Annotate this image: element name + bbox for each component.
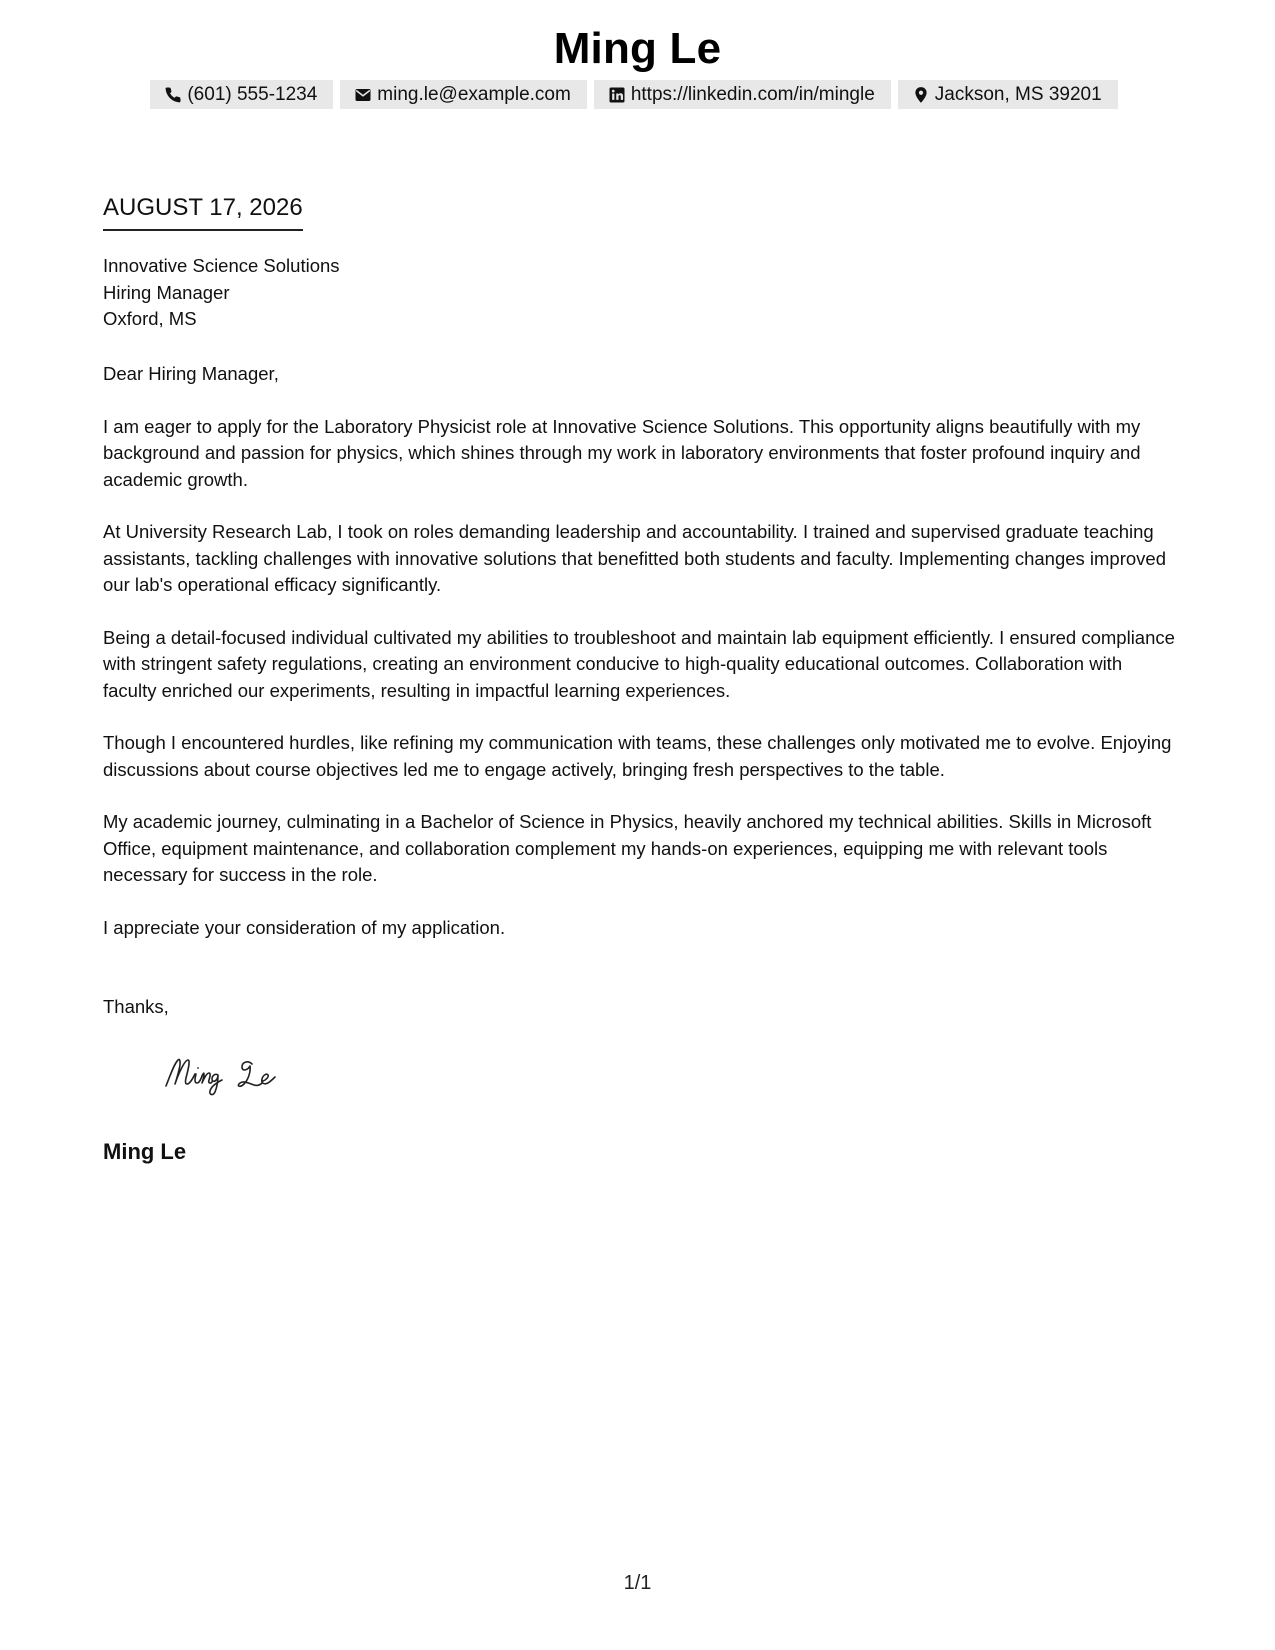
- linkedin-icon: [608, 86, 626, 104]
- body-paragraph: Being a detail-focused individual cultivated my abilities to troubleshoot and maintain lab equipment efficiently. I ensured compliance with stringent safety regulations, creating an environment conducive to high-quality educational outcomes. Collaboration with faculty enriched our experiments, resulting in impactful learning experiences.: [103, 626, 1175, 701]
- contact-bar: [154, 80, 1114, 109]
- linkedin-text: https://linkedin.com/in/mingle: [630, 83, 875, 105]
- handwritten-signature: [160, 1050, 310, 1100]
- contact-location: [898, 80, 1118, 109]
- letter-body: [103, 361, 1178, 967]
- body-paragraph: At University Research Lab, I took on roles demanding leadership and accountability. I trained and supervised graduate teaching assistants, tackling challenges with innovative solutions that benefitted both students and faculty. Implementing changes improved our lab's operational efficacy significantly.: [103, 521, 1167, 595]
- recipient-title: Hiring Manager: [103, 281, 230, 303]
- map-pin-icon: [912, 86, 930, 104]
- phone-text: (601) 555-1234: [187, 83, 318, 105]
- recipient-company: Innovative Science Solutions: [103, 255, 340, 276]
- signer-name: Ming Le: [103, 1139, 187, 1164]
- recipient-location: Oxford, MS: [103, 308, 197, 329]
- recipient-block: [103, 253, 340, 333]
- body-paragraph: I am eager to apply for the Laboratory Physicist role at Innovative Science Solutions. This opportunity aligns beautifully with my background and passion for physics, which shines through my work in laboratory environments that foster profound inquiry and academic growth.: [103, 415, 1141, 490]
- contact-linkedin: [594, 80, 891, 109]
- body-paragraph: My academic journey, culminating in a Bachelor of Science in Physics, heavily anchored my technical abilities. Skills in Microsoft Office, equipment maintenance, and collaboration complement my hands-on experiences, equipping me with relevant tools necessary for success in the role.: [103, 811, 1152, 885]
- page-indicator: 1/1: [623, 1572, 652, 1594]
- closing: Thanks,: [103, 996, 169, 1017]
- body-paragraph: Though I encountered hurdles, like refining my communication with teams, these challenges only motivated me to evolve. Enjoying discussions about course objectives led me to engage actively, bringing fresh perspectives to the table.: [103, 732, 1172, 780]
- email-text: ming.le@example.com: [377, 83, 571, 105]
- phone-icon: [164, 86, 182, 104]
- contact-email: [340, 80, 587, 109]
- salutation: Dear Hiring Manager,: [103, 363, 279, 384]
- body-paragraph: I appreciate your consideration of my application.: [103, 916, 506, 938]
- envelope-icon: [354, 86, 372, 104]
- letter-date: AUGUST 17, 2026: [103, 193, 303, 231]
- location-text: Jackson, MS 39201: [934, 83, 1102, 105]
- contact-phone: [150, 80, 333, 109]
- applicant-name-heading: Ming Le: [553, 24, 722, 73]
